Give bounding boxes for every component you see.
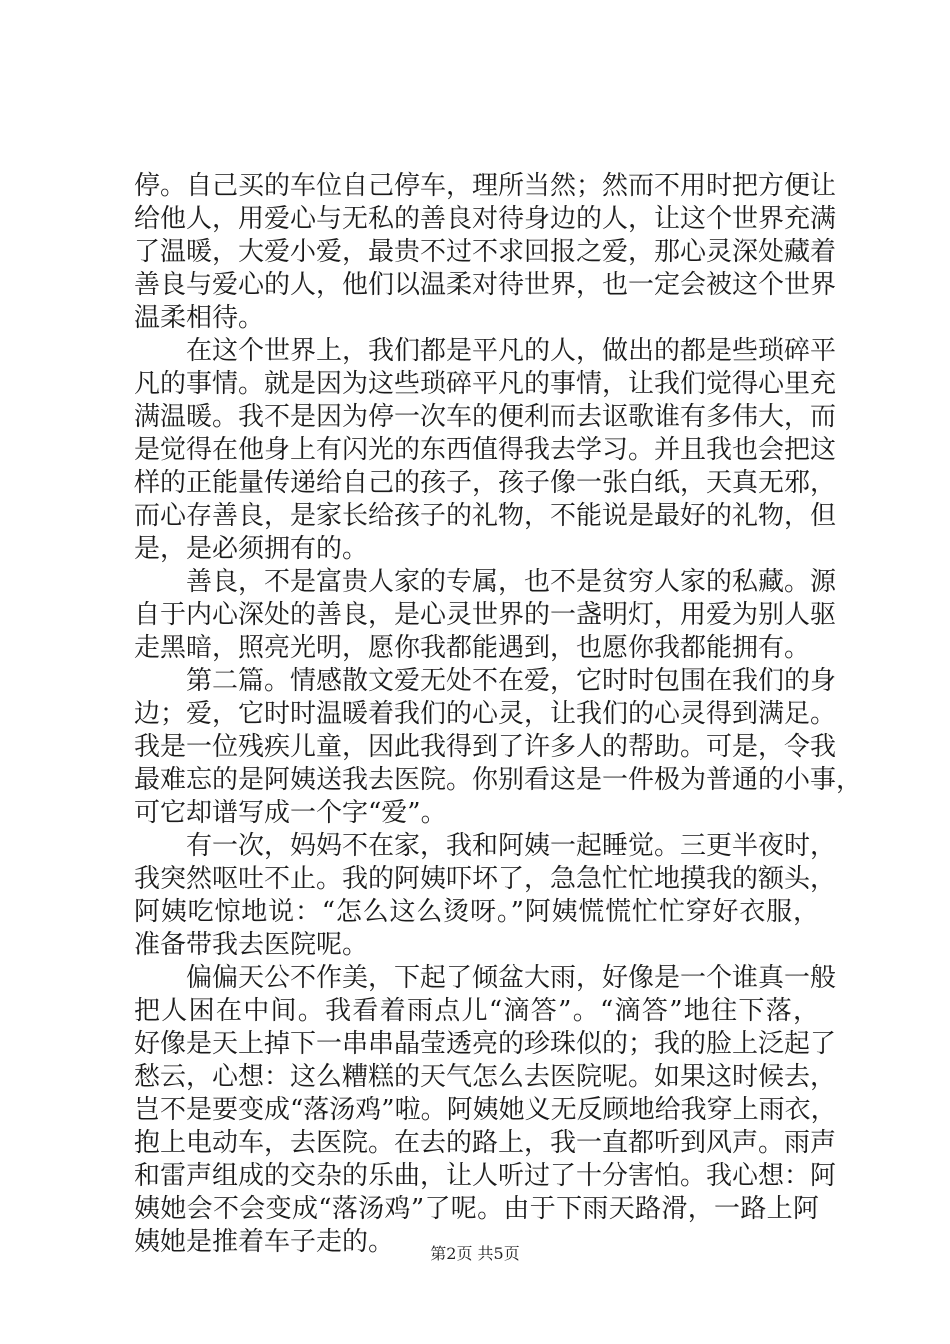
text-line: 样的正能量传递给自己的孩子，孩子像一张白纸，天真无邪， xyxy=(134,468,837,498)
text-line: 和雷声组成的交杂的乐曲，让人听过了十分害怕。我心想：阿 xyxy=(134,1161,837,1191)
paragraph-2 xyxy=(134,335,837,566)
text-line: 准备带我去医院呢。 xyxy=(134,930,369,960)
text-line: 姨她是推着车子走的。 xyxy=(134,1227,395,1257)
text-line: 我是一位残疾儿童，因此我得到了许多人的帮助。可是，令我 xyxy=(134,732,837,762)
paragraph-4 xyxy=(134,665,863,830)
text-line: 边；爱，它时时温暖着我们的心灵，让我们的心灵得到满足。 xyxy=(134,699,837,729)
text-line: 了温暖，大爱小爱，最贵不过不求回报之爱，那心灵深处藏着 xyxy=(134,237,837,267)
text-line: 愁云，心想：这么糟糕的天气怎么去医院呢。如果这时候去， xyxy=(134,1062,837,1092)
text-line: 第二篇。情感散文爱无处不在爱，它时时包围在我们的身 xyxy=(134,666,837,696)
text-line: 抱上电动车，去医院。在去的路上，我一直都听到风声。雨声 xyxy=(134,1128,837,1158)
text-line: 凡的事情。就是因为这些琐碎平凡的事情，让我们觉得心里充 xyxy=(134,369,837,399)
text-line: 在这个世界上，我们都是平凡的人，做出的都是些琐碎平 xyxy=(134,336,837,366)
text-line: 有一次，妈妈不在家，我和阿姨一起睡觉。三更半夜时， xyxy=(134,831,837,861)
document-body xyxy=(134,170,863,1259)
text-line: 把人困在中间。我看着雨点儿“滴答”。“滴答”地往下落， xyxy=(134,996,819,1026)
text-line: 岂不是要变成“落汤鸡”啦。阿姨她义无反顾地给我穿上雨衣， xyxy=(134,1095,837,1125)
text-line: 我突然呕吐不止。我的阿姨吓坏了，急急忙忙地摸我的额头， xyxy=(134,864,837,894)
text-line: 给他人，用爱心与无私的善良对待身边的人，让这个世界充满 xyxy=(134,204,837,234)
text-line: 是，是必须拥有的。 xyxy=(134,534,369,564)
page-number-footer: 第2页 共5页 xyxy=(430,1244,520,1263)
text-line: 姨她会不会变成“落汤鸡”了呢。由于下雨天路滑，一路上阿 xyxy=(134,1194,819,1224)
text-line: 好像是天上掉下一串串晶莹透亮的珍珠似的；我的脸上泛起了 xyxy=(134,1029,837,1059)
paragraph-6 xyxy=(134,962,837,1259)
text-line: 温柔相待。 xyxy=(134,303,265,333)
paragraph-3 xyxy=(134,566,837,665)
text-line: 偏偏天公不作美，下起了倾盆大雨，好像是一个谁真一般 xyxy=(134,963,837,993)
paragraph-1 xyxy=(134,170,837,335)
text-line: 而心存善良，是家长给孩子的礼物，不能说是最好的礼物，但 xyxy=(134,501,837,531)
paragraph-5 xyxy=(134,830,837,962)
text-line: 善良与爱心的人，他们以温柔对待世界，也一定会被这个世界 xyxy=(134,270,837,300)
text-line: 阿姨吃惊地说：“怎么这么烫呀。”阿姨慌慌忙忙穿好衣服， xyxy=(134,897,819,927)
text-line: 最难忘的是阿姨送我去医院。你别看这是一件极为普通的小事， xyxy=(134,765,863,795)
text-line: 可它却谱写成一个字“爱”。 xyxy=(134,798,447,828)
text-line: 满温暖。我不是因为停一次车的便利而去讴歌谁有多伟大，而 xyxy=(134,402,837,432)
text-line: 善良，不是富贵人家的专属，也不是贫穷人家的私藏。源 xyxy=(134,567,837,597)
text-line: 自于内心深处的善良，是心灵世界的一盏明灯，用爱为别人驱 xyxy=(134,600,837,630)
text-line: 停。自己买的车位自己停车，理所当然；然而不用时把方便让 xyxy=(134,171,837,201)
text-line: 走黑暗，照亮光明，愿你我都能遇到，也愿你我都能拥有。 xyxy=(134,633,811,663)
text-line: 是觉得在他身上有闪光的东西值得我去学习。并且我也会把这 xyxy=(134,435,837,465)
